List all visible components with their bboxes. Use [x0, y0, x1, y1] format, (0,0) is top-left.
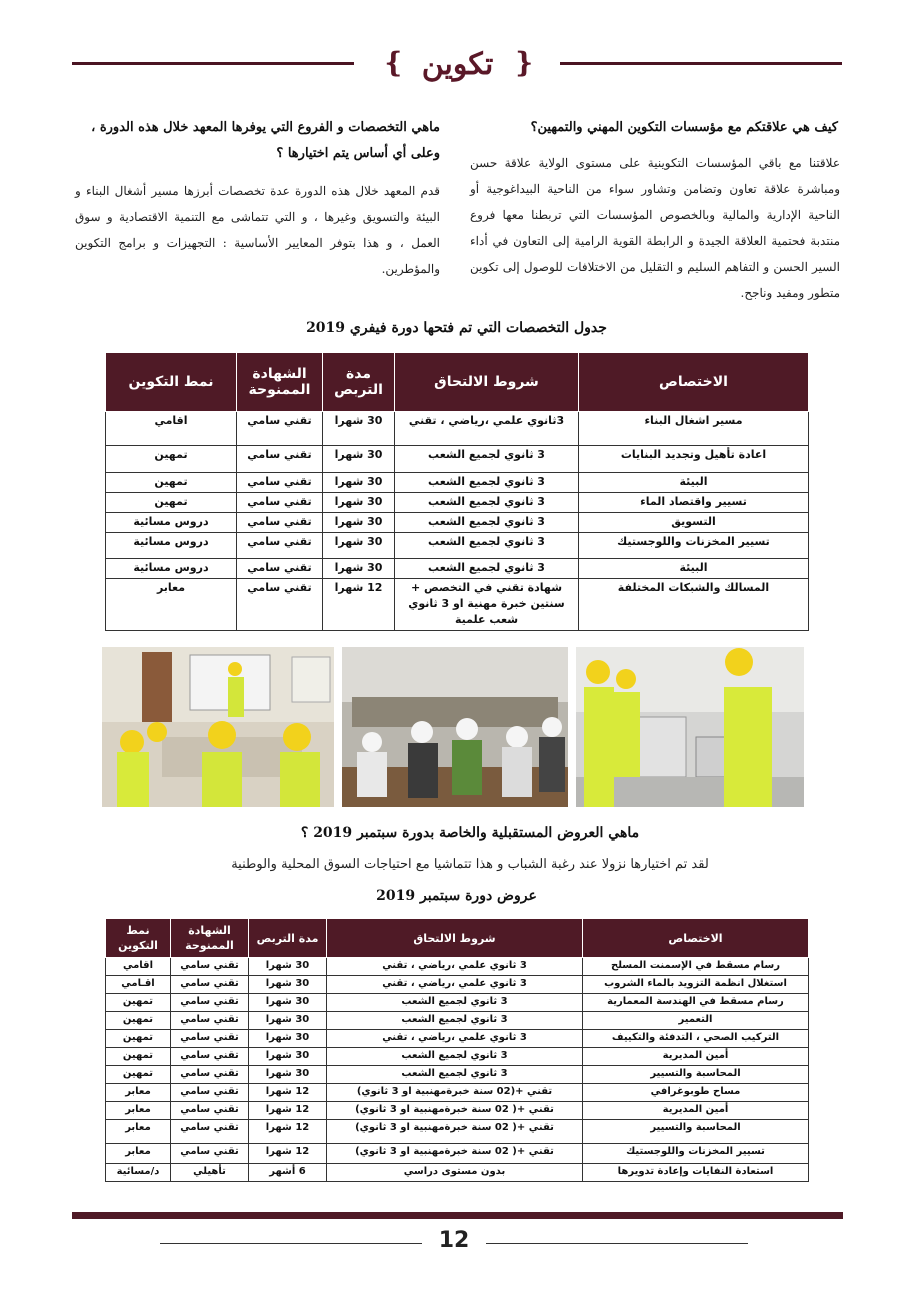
column-header: الاختصاص [583, 919, 809, 958]
table-cell: معابر [106, 1084, 171, 1102]
table-cell: مساح طوبوغرافي [583, 1084, 809, 1102]
table-cell: تقني سامي [237, 559, 323, 579]
header-ornament-left: ❴ [382, 46, 406, 79]
classroom-photo [102, 647, 334, 807]
table-cell: دروس مسائية [106, 559, 237, 579]
table-cell: 12 شهرا [249, 1120, 327, 1144]
table-cell: 3 ثانوي لجميع الشعب [327, 1048, 583, 1066]
table-cell: 30 شهرا [249, 976, 327, 994]
table-row [106, 994, 809, 1012]
table-cell: تقني سامي [171, 1144, 249, 1164]
header-ornament-right: ❵ [512, 46, 536, 79]
table-cell: تمهين [106, 1012, 171, 1030]
table-cell: المسالك والشبكات المختلفة [579, 579, 809, 631]
table-row [106, 1120, 809, 1144]
group-site-photo [342, 647, 568, 807]
header-rule-right [560, 62, 842, 65]
table-cell: تمهين [106, 994, 171, 1012]
table-cell: تمهين [106, 493, 237, 513]
table-row [106, 1030, 809, 1048]
table-cell: 30 شهرا [323, 473, 395, 493]
table-cell: 3ثانوي علمي ،رياضي ، تقني [395, 412, 579, 446]
table-cell: 30 شهرا [323, 446, 395, 473]
table-cell: مسير اشغال البناء [579, 412, 809, 446]
column-header: نمط التكوين [106, 353, 237, 412]
table-cell: تقني سامي [171, 1066, 249, 1084]
table-cell: تمهين [106, 1066, 171, 1084]
table-row [106, 533, 809, 559]
table-cell: اقامي [106, 958, 171, 976]
table-cell: التعمير [583, 1012, 809, 1030]
table-cell: أمين المديرية [583, 1102, 809, 1120]
table-cell: 30 شهرا [323, 493, 395, 513]
answer-relations: علاقتنا مع باقي المؤسسات التكوينية على مستوى الولاية علاقة حسن ومباشرة علاقة تعاون وتضامن وتشاور سواء من الناحية البيداغوجية أو الناحية الإدارية والمالية وبالخصوص المؤسسات التي تربطنا معها فروع منتدبة فحتمية العلاقة الجيدة و الرابطة القوية الرامية إلى التعاون في أداء السير الحسن و التفاهم السليم و التقليل من الاختلافات للوصول إلى تكوين متطور ومفيد وناجح. [470, 156, 840, 300]
footer-bar [72, 1212, 843, 1219]
table-cell: 12 شهرا [249, 1144, 327, 1164]
table-cell: 3 ثانوي لجميع الشعب [327, 1066, 583, 1084]
table-cell: دروس مسائية [106, 513, 237, 533]
table-row [106, 976, 809, 994]
table-cell: التركيب الصحي ، التدفئة والتكييف [583, 1030, 809, 1048]
table-cell: رسام مسقط في الهندسة المعمارية [583, 994, 809, 1012]
table-cell: تقني سامي [237, 446, 323, 473]
table-row [106, 473, 809, 493]
table-cell: تقني سامي [171, 958, 249, 976]
header-rule-left [72, 62, 354, 65]
table-cell: تمهين [106, 446, 237, 473]
table-cell: تقني +( 02 سنة خبرةمهنبية او 3 ثانوي) [327, 1120, 583, 1144]
table-cell: 12 شهرا [249, 1084, 327, 1102]
table-cell: 30 شهرا [323, 513, 395, 533]
offers-table-sep-2019 [105, 918, 809, 1182]
column-header: الشهادة الممنوحة [237, 353, 323, 412]
column-header: نمط التكوين [106, 919, 171, 958]
table-row [106, 1066, 809, 1084]
table-row [106, 958, 809, 976]
question-specialties: ماهي التخصصات و الفروع التي يوفرها المعهد خلال هذه الدورة ، وعلى أي أساس يتم اختيارها ؟ [91, 120, 440, 161]
column-header: مدة التربص [249, 919, 327, 958]
table-cell: تقني سامي [237, 513, 323, 533]
table-cell: تقني سامي [237, 473, 323, 493]
table-cell: معابر [106, 579, 237, 631]
table-cell: شهادة تقني في التخصص + سنتين خبرة مهنية او 3 ثانوي شعب علمية [395, 579, 579, 631]
answer-specialties: قدم المعهد خلال هذه الدورة عدة تخصصات أبرزها مسير أشغال البناء و البيئة والتسويق وغيرها ، و التي تتماشى مع التنمية الاقتصادية و سوق العمل ، و هذا بتوفر المعايير الأساسية : التجهيزات و برامج التكوين والمؤطرين. [75, 184, 441, 276]
table-cell: تقني سامي [237, 533, 323, 559]
table-cell: 3 ثانوي لجميع الشعب [327, 994, 583, 1012]
question-relations: كيف هي علاقتكم مع مؤسسات التكوين المهني والتمهين؟ [530, 120, 838, 135]
table-cell: تقني سامي [171, 1048, 249, 1066]
footer-rule-right [486, 1243, 748, 1244]
table-cell: بدون مستوى دراسي [327, 1164, 583, 1182]
table-cell: 3 ثانوي لجميع الشعب [327, 1012, 583, 1030]
table-row [106, 1012, 809, 1030]
table-cell: تقني سامي [171, 1084, 249, 1102]
table-cell: تمهين [106, 1030, 171, 1048]
table-cell: 3 ثانوي لجميع الشعب [395, 473, 579, 493]
specialties-table-feb-2019 [105, 352, 809, 631]
table-cell: اقـامي [106, 976, 171, 994]
table-cell: استعادة النفايات وإعادة تدويرها [583, 1164, 809, 1182]
table-cell: معابر [106, 1120, 171, 1144]
table-cell: 12 شهرا [323, 579, 395, 631]
table-row [106, 1144, 809, 1164]
table-header-row [106, 353, 809, 412]
table-cell: التسويق [579, 513, 809, 533]
question-future-offers: ماهي العروض المستقبلية والخاصة بدورة سبتمبر 2019 ؟ [300, 825, 640, 841]
table-cell: دروس مسائية [106, 533, 237, 559]
table-cell: د/مسائية [106, 1164, 171, 1182]
table-cell: المحاسبة والتسيير [583, 1066, 809, 1084]
table-cell: تسيير المخزنات واللوجستيك [579, 533, 809, 559]
column-header: شروط الالتحاق [327, 919, 583, 958]
table-cell: تسيير المخزنات واللوجستيك [583, 1144, 809, 1164]
table-cell: 6 أشهر [249, 1164, 327, 1182]
table-cell: تقني +(02 سنة خبرةمهنبية او 3 ثانوي) [327, 1084, 583, 1102]
table-cell: 3 ثانوي لجميع الشعب [395, 513, 579, 533]
table-cell: 30 شهرا [323, 533, 395, 559]
table-cell: 12 شهرا [249, 1102, 327, 1120]
table-cell: تقني +( 02 سنة خبرةمهنبية او 3 ثانوي) [327, 1102, 583, 1120]
table-row [106, 579, 809, 631]
table-cell: تقني سامي [237, 579, 323, 631]
column-header: الاختصاص [579, 353, 809, 412]
column-header: مدة التربص [323, 353, 395, 412]
table-row [106, 412, 809, 446]
lab-photo [576, 647, 804, 807]
table-cell: تمهين [106, 1048, 171, 1066]
table-cell: 30 شهرا [323, 559, 395, 579]
table-cell: 30 شهرا [249, 1012, 327, 1030]
table-cell: 3 ثانوي علمي ،رياضي ، تقني [327, 1030, 583, 1048]
table-cell: تقني سامي [171, 1030, 249, 1048]
table-cell: معابر [106, 1102, 171, 1120]
table-cell: المحاسبة والتسيير [583, 1120, 809, 1144]
table-cell: تسيير واقتصاد الماء [579, 493, 809, 513]
table-cell: تمهين [106, 473, 237, 493]
table-cell: 30 شهرا [323, 412, 395, 446]
column-header: الشهادة الممنوحة [171, 919, 249, 958]
table2-caption: عروض دورة سبتمبر 2019 [376, 888, 537, 904]
table-cell: تقني سامي [171, 1120, 249, 1144]
table-row [106, 1102, 809, 1120]
footer-rule-left [160, 1243, 422, 1244]
table-cell: تقني سامي [171, 994, 249, 1012]
table-cell: تقني +( 02 سنة خبرةمهنبية او 3 ثانوي) [327, 1144, 583, 1164]
table-cell: أمين المديرية [583, 1048, 809, 1066]
table-row [106, 1164, 809, 1182]
table-cell: تقني سامي [237, 493, 323, 513]
table-cell: 30 شهرا [249, 1030, 327, 1048]
table-cell: اعادة تأهيل وتجديد البنايات [579, 446, 809, 473]
table-cell: 30 شهرا [249, 958, 327, 976]
table-row [106, 1048, 809, 1066]
table-cell: تقني سامي [237, 412, 323, 446]
answer-future-offers: لقد تم اختيارها نزولا عند رغبة الشباب و هذا تتماشيا مع احتياجات السوق المحلية والوطنية [231, 857, 709, 872]
table-row [106, 513, 809, 533]
table-cell: استغلال انظمة التزويد بالماء الشروب [583, 976, 809, 994]
table-cell: رسام مسقط في الإسمنت المسلح [583, 958, 809, 976]
table-row [106, 1084, 809, 1102]
table-cell: 3 ثانوي علمي ،رياضي ، تقني [327, 958, 583, 976]
table-cell: 3 ثانوي لجميع الشعب [395, 559, 579, 579]
table-cell: 3 ثانوي لجميع الشعب [395, 493, 579, 513]
table-cell: 3 ثانوي لجميع الشعب [395, 446, 579, 473]
table-row [106, 493, 809, 513]
table-cell: اقامي [106, 412, 237, 446]
table-cell: معابر [106, 1144, 171, 1164]
table-cell: 30 شهرا [249, 1048, 327, 1066]
table-row [106, 559, 809, 579]
table1-caption: جدول التخصصات التي تم فتحها دورة فيفري 2019 [306, 320, 607, 336]
table-cell: 30 شهرا [249, 994, 327, 1012]
table-cell: 3 ثانوي لجميع الشعب [395, 533, 579, 559]
magazine-section-title: تكوين [421, 47, 494, 82]
table-cell: تقني سامي [171, 1012, 249, 1030]
page-number: 12 [438, 1228, 470, 1253]
table-cell: 30 شهرا [249, 1066, 327, 1084]
table-cell: تأهيلي [171, 1164, 249, 1182]
table-cell: البيئة [579, 473, 809, 493]
table-row [106, 446, 809, 473]
table-cell: تقني سامي [171, 1102, 249, 1120]
table-cell: 3 ثانوي علمي ،رياضي ، تقني [327, 976, 583, 994]
table-cell: تقني سامي [171, 976, 249, 994]
table-header-row [106, 919, 809, 958]
column-header: شروط الالتحاق [395, 353, 579, 412]
table-cell: البيئة [579, 559, 809, 579]
